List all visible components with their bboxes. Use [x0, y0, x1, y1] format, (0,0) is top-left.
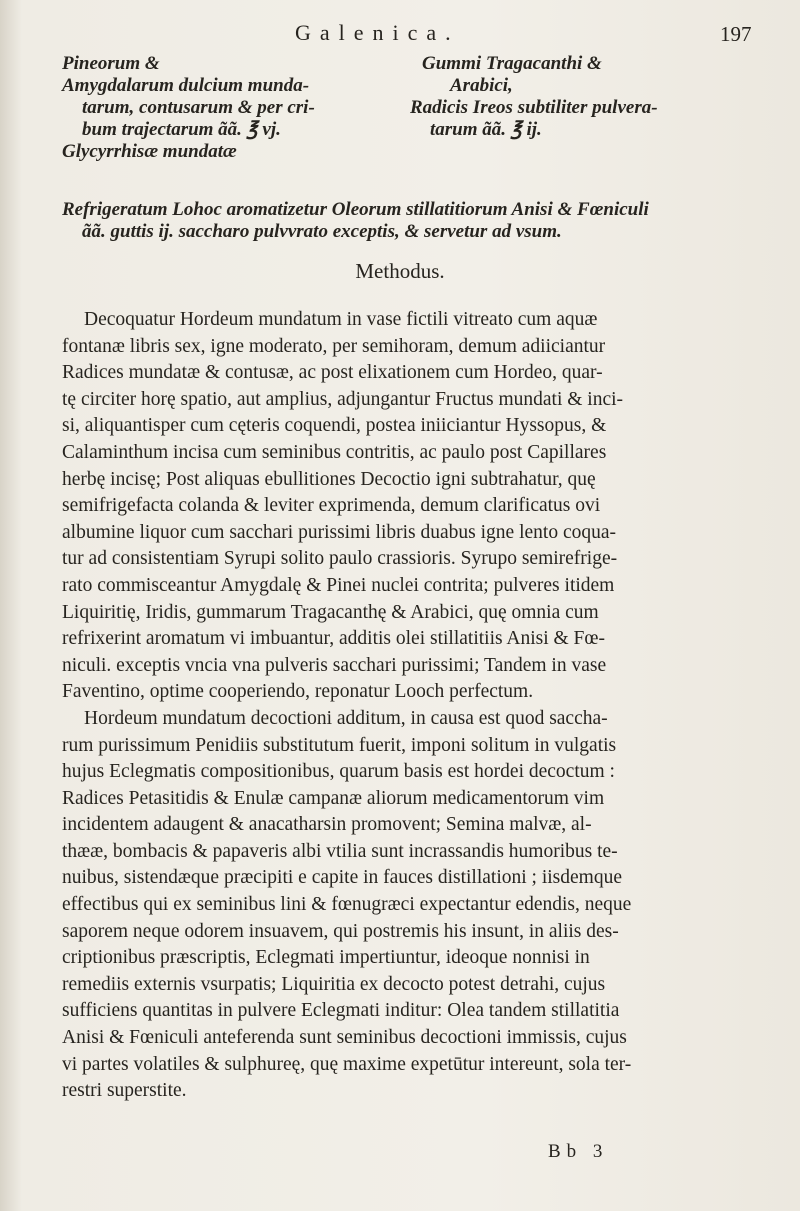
text-line: si, aliquantisper cum cęteris coquendi, postea iniiciantur Hyssopus, & [62, 415, 607, 437]
text-line: Radices mundatæ & contusæ, ac post elixationem cum Hordeo, quar- [62, 362, 603, 384]
refrigeratum-line: ãã. guttis ij. saccharo pulvvrato exceptis, & servetur ad vsum. [82, 221, 562, 242]
ingredient-line: tarum, contusarum & per cri- [82, 97, 315, 118]
catchword: Bb 3 [548, 1141, 609, 1162]
text-line: tur ad consistentiam Syrupi solito paulo crassioris. Syrupo semirefrige- [62, 548, 618, 570]
page-number: 197 [720, 22, 752, 46]
text-line: vi partes volatiles & sulphureę, quę maxime expetūtur intereunt, sola ter- [62, 1053, 632, 1075]
text-line: Radices Petasitidis & Enulæ campanæ aliorum medicamentorum vim [62, 787, 605, 809]
ingredient-line: Radicis Ireos subtiliter pulvera- [410, 97, 658, 118]
text-line: tę circiter horę spatio, aut amplius, adjungantur Fructus mundati & inci- [62, 388, 624, 410]
text-line: rato commisceantur Amygdalę & Pinei nuclei contrita; pulveres itidem [62, 574, 615, 596]
section-title: Methodus. [355, 259, 445, 283]
text-line: Liquiritię, Iridis, gummarum Tragacanthę & Arabici, quę omnia cum [62, 601, 599, 623]
ingredient-line: bum trajectarum ãã. ℥ vj. [82, 119, 281, 140]
text-line: thææ, bombacis & papaveris albi vtilia sunt incrassandis humoribus te- [62, 840, 618, 862]
text-line: sufficiens quantitas in pulvere Eclegmati inditur: Olea tandem stillatitia [62, 1000, 620, 1022]
text-line: herbę incisę; Post aliquas ebullitiones Decoctio igni subtrahatur, quę [62, 468, 596, 490]
ingredient-line: Pineorum & [62, 53, 160, 74]
text-line: remediis externis vsurpatis; Liquiritia ex decocto potest detrahi, cujus [62, 973, 606, 995]
ingredient-line: Arabici, [450, 75, 513, 96]
page-header [0, 20, 800, 54]
text-line: saporem neque odorem insuavem, qui postremis his insunt, in aliis des- [62, 920, 619, 942]
ingredient-line: Gummi Tragacanthi & [422, 53, 602, 74]
text-line: Anisi & Fœniculi anteferenda sunt seminibus decoctioni immissis, cujus [62, 1027, 627, 1049]
text-line: restri superstite. [62, 1080, 187, 1102]
text-line: hujus Eclegmatis compositionibus, quarum basis est hordei decoctum : [62, 761, 615, 783]
prescription-left-column [62, 53, 392, 163]
text-line: Hordeum mundatum decoctioni additum, in causa est quod saccha- [84, 707, 608, 729]
refrigeratum-line: Refrigeratum Lohoc aromatizetur Oleorum stillatitiorum Anisi & Fœniculi [62, 199, 649, 220]
text-line: Decoquatur Hordeum mundatum in vase fictili vitreato cum aquæ [84, 309, 598, 330]
text-line: nuibus, sistendæque præcipiti e capite in fauces distillationi ; iisdemque [62, 867, 622, 889]
text-line: albumine liquor cum sacchari purissimi libris duabus igne lento coqua- [62, 521, 616, 543]
text-line: criptionibus præscriptis, Eclegmati impertiuntur, ideoque nonnisi in [62, 947, 590, 969]
body-text [62, 307, 784, 1105]
text-line: fontanæ libris sex, igne moderato, per semihoram, demum adiiciantur [62, 335, 606, 357]
ingredient-line: Glycyrrhisæ mundatæ [62, 141, 237, 162]
text-line: semifrigefacta colanda & leviter exprimenda, demum clarificatus ovi [62, 495, 601, 517]
ingredient-line: Amygdalarum dulcium munda- [62, 75, 310, 96]
text-line: refrixerint aromatum vi imbuantur, additis olei stillatitiis Anisi & Fœ- [62, 628, 605, 650]
ingredient-line: tarum ãã. ℥ ij. [430, 119, 542, 140]
text-line: niculi. exceptis vncia vna pulveris sacchari purissimi; Tandem in vase [62, 654, 607, 676]
text-line: Calaminthum incisa cum seminibus contritis, ac paulo post Capillares [62, 441, 607, 463]
text-line: rum purissimum Penidiis substitutum fuerit, imponi solitum in vulgatis [62, 734, 617, 756]
text-line: Faventino, optime cooperiendo, reponatur Looch perfectum. [62, 681, 534, 703]
running-head: Galenica. [295, 20, 460, 45]
text-line: effectibus qui ex seminibus lini & fœnugræci expectantur edendis, neque [62, 894, 632, 916]
refrigeratum-note [62, 199, 782, 243]
prescription-right-column [410, 53, 790, 141]
text-line: incidentem adaugent & anacatharsin promovent; Semina malvæ, al- [62, 814, 592, 836]
